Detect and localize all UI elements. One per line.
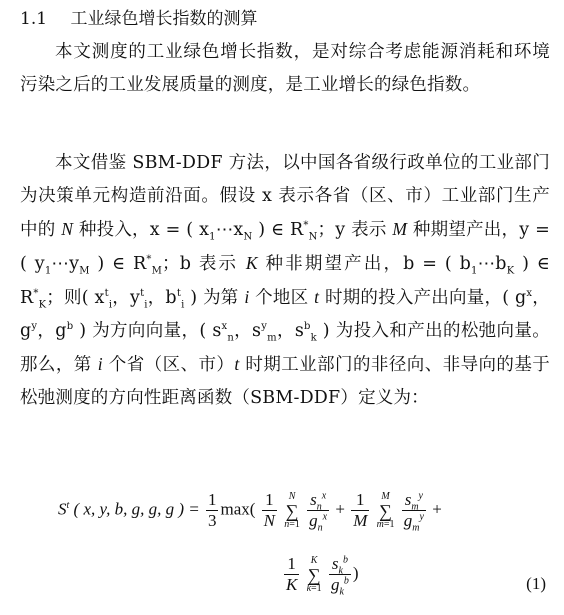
text-run: 时期的投入产出向量，( g (319, 288, 527, 308)
text-run: ，s (276, 321, 304, 341)
sum-k: K ∑ k=1 (306, 554, 322, 594)
sum-n: N ∑ n=1 (284, 490, 300, 530)
text-run: 时期工业部门的非径向、非导向的基于松弛测度的方向性距离函数（SBM-DDF）定义为： (20, 355, 551, 408)
frac-denominator: N (263, 511, 276, 530)
var-K: K (245, 253, 258, 273)
fraction-one-over-K (284, 554, 299, 595)
fraction-slack-b: $\frac{s_k^b}{g_k^b}$ (330, 554, 349, 598)
text-run: ) ∈ R (20, 254, 550, 308)
section-title: 工业绿色增长指数的测算 (70, 9, 258, 29)
frac-denominator: M (353, 511, 368, 530)
fraction-one-over-M (351, 490, 369, 531)
frac-denominator: K (286, 575, 298, 594)
text-run: 种非期望产出，b = ( b (257, 254, 472, 274)
section-heading (20, 8, 257, 30)
var-i: i (244, 287, 250, 307)
text-run: ；y 表示 (317, 220, 393, 240)
fraction-slack-x: $\frac{s_n^x}{g_n^x}$ (309, 490, 328, 534)
text-run: 种投入，x = ( x (73, 220, 210, 240)
text-run: ；b 表示 (162, 254, 246, 274)
frac-denominator: 3 (207, 511, 217, 530)
fraction-slack-y: $\frac{s_m^y}{g_m^y}$ (403, 490, 424, 534)
formula-lhs: S (58, 499, 67, 519)
text-run: 种期望产出，y = ( y (20, 220, 550, 274)
text-run: ，b (147, 288, 177, 308)
text-run: ，y (112, 288, 141, 308)
text-run: ) 为方向向量，( s (73, 321, 222, 341)
text-run: 个地区 (249, 288, 315, 308)
text-run: ) ∈ R (89, 254, 147, 274)
text-run: ) ∈ R (252, 220, 304, 240)
frac-numerator: 1 (351, 490, 369, 511)
text-run: ；则( x (46, 288, 105, 308)
formula-args: ( x, y, b, g, g, g ) = (73, 499, 200, 519)
close-paren: ) (352, 563, 359, 583)
text-run: ⋯y (51, 254, 80, 274)
var-N: N (61, 219, 74, 239)
var-M: M (392, 219, 408, 239)
var-i: i (97, 354, 103, 374)
max-operator: max( (220, 499, 256, 519)
equation-number: (1) (526, 574, 546, 593)
paragraph-method: 本文借鉴 SBM-DDF 方法，以中国各省级行政单位的工业部门为决策单元构造前沿面。假设 x 表示各省（区、市）工业部门生产中的 N 种投入，x = ( $x_1\cdots x_N$ ) ∈ $R^*_N$；y 表示 M 种期望产出，y = ( $y_1\cdots y_M$ ) ∈ $R^*_M$；b 表示 K 种非期望产出，b = ( $b_1\cdots b_K$ ) ∈ $R^*_K$；则( $x^t_i$，$y^t_i$，$b^t_i$ ) 为第 i 个地区 t 时期的投入产出向量，( $g^x$，$g^y$，$g^b$ ) 为方向向量，( $s^x_n$，$s^y_m$，$s^b_k$ ) 为投入和产出的松弛向量。那么，第 i 个省（区、市）t 时期工业部门的非径向、非导向的基于松弛测度的方向性距离函数（SBM-DDF）定义为： (20, 153, 551, 408)
text-run: ) 为第 (184, 288, 245, 308)
text-run: ⋯b (477, 254, 507, 274)
text-run: ⋯x (215, 220, 244, 240)
section-number: 1.1 (20, 9, 48, 29)
text-run: ，g (37, 321, 67, 341)
equation-line-2 (282, 554, 359, 598)
text-run: 本文借鉴 SBM-DDF 方法，以中国各省级行政单位的工业部门为决策单元构造前沿面。假设 x 表示各省（区、市）工业部门生产中的 (20, 153, 550, 240)
equation-sbm-ddf (0, 460, 564, 610)
frac-numerator: 1 (207, 490, 217, 509)
equation-line-1: $S^t$ ( x, y, b, g, g, g ) = $\frac{1}{3}$ max( $\frac{1}{N}$ N ∑ n=1 $\frac{s_n^x}{g_n^x}$ + $\frac{1}{M}$ M ∑ m=1 $\frac{s_m^y}{g_m^y}$ + (58, 490, 442, 534)
text-run: 个省（区、市） (102, 355, 235, 375)
frac-numerator: 1 (284, 554, 299, 575)
paragraph-intro: 本文测度的工业绿色增长指数，是对综合考虑能源消耗和环境污染之后的工业发展质量的测度，是工业增长的绿色指数。 (20, 42, 550, 95)
text-run: ，g (20, 288, 550, 341)
sum-m: M ∑ m=1 (376, 490, 395, 530)
var-t: t (234, 354, 240, 374)
var-t: t (314, 287, 320, 307)
text-run: ) 为投入和产出的松弛向量。那么，第 (20, 321, 550, 375)
fraction-one-over-N (262, 490, 277, 531)
text-run: ，s (234, 321, 262, 341)
frac-numerator: 1 (262, 490, 277, 511)
fraction-one-third (206, 490, 219, 531)
